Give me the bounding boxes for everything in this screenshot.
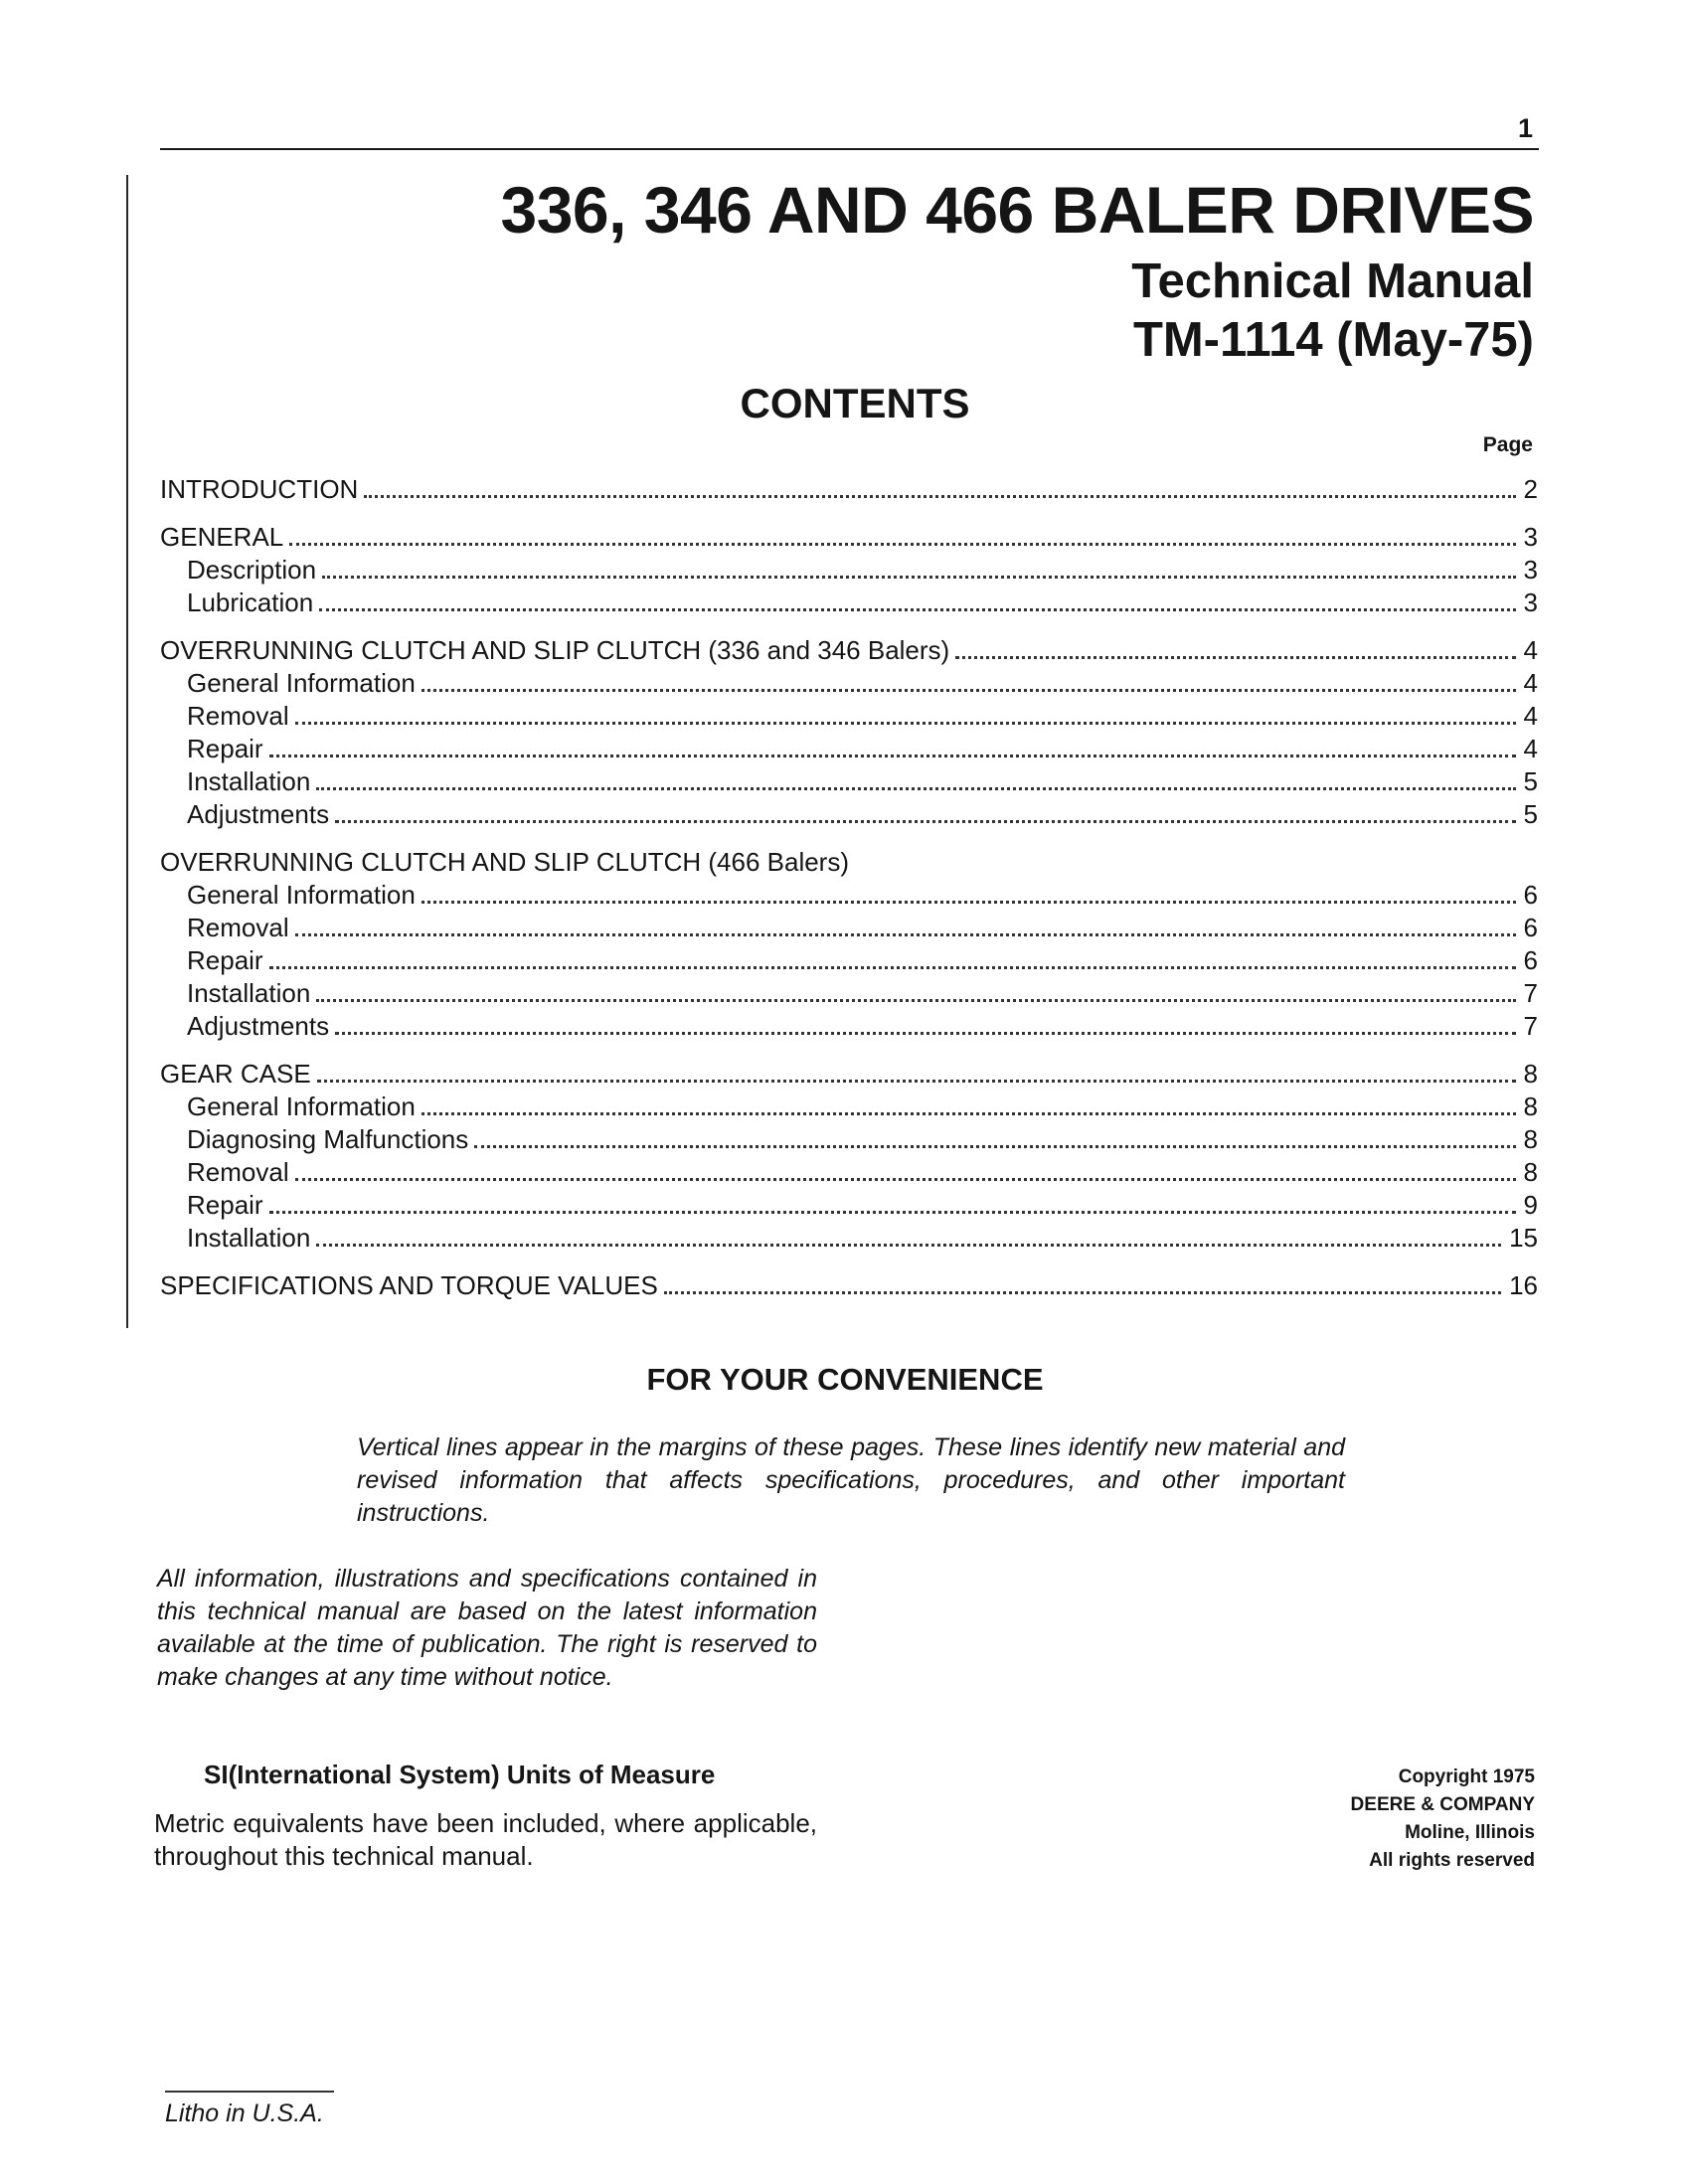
- toc-page: 5: [1523, 799, 1538, 829]
- header-rule: [160, 148, 1539, 150]
- toc-subentry[interactable]: [187, 912, 1538, 943]
- toc-page: 7: [1523, 1011, 1538, 1041]
- toc-page: 3: [1523, 588, 1538, 617]
- toc-page: 4: [1523, 635, 1538, 665]
- toc-page: 2: [1523, 474, 1538, 504]
- toc-leader: [664, 1287, 1501, 1294]
- toc-section-heading[interactable]: [160, 846, 1538, 878]
- toc-label: Installation: [187, 1223, 311, 1253]
- manual-number: TM-1114 (May-75): [1132, 313, 1534, 367]
- toc-entry[interactable]: [160, 473, 1538, 505]
- toc-subentry[interactable]: [187, 667, 1538, 699]
- toc-leader: [422, 1108, 1516, 1115]
- footer-rule: [165, 2091, 334, 2093]
- toc-page: 6: [1523, 945, 1538, 975]
- toc-page: 6: [1523, 880, 1538, 910]
- toc-page: 8: [1523, 1157, 1538, 1187]
- toc-leader: [422, 897, 1516, 904]
- revision-margin-bar: [126, 175, 128, 1328]
- toc-subentry[interactable]: [187, 1091, 1538, 1122]
- toc-page: 3: [1523, 555, 1538, 585]
- document-title: 336, 346 AND 466 BALER DRIVES: [500, 173, 1534, 247]
- toc-page: 3: [1523, 522, 1538, 552]
- toc-entry[interactable]: [160, 1269, 1538, 1301]
- toc-label: Repair: [187, 945, 263, 975]
- toc-page: 8: [1523, 1124, 1538, 1154]
- toc-label: Removal: [187, 1157, 289, 1187]
- toc-page: 9: [1523, 1190, 1538, 1220]
- convenience-text: Vertical lines appear in the margins of these pages. These lines identify new material and revised information that affects specifications, procedures, and other important instructions.: [357, 1433, 1345, 1527]
- toc-leader: [364, 491, 1515, 498]
- toc-label: Installation: [187, 978, 311, 1008]
- toc-page: 16: [1509, 1270, 1538, 1300]
- toc-subentry[interactable]: [187, 1123, 1538, 1155]
- toc-page: 15: [1509, 1223, 1538, 1253]
- toc-label: General Information: [187, 880, 416, 910]
- toc-label: OVERRUNNING CLUTCH AND SLIP CLUTCH (336 and 346 Balers): [160, 635, 950, 665]
- si-units-text: Metric equivalents have been included, where applicable, throughout this technical manual.: [154, 1808, 817, 1871]
- toc-subentry[interactable]: [187, 765, 1538, 797]
- toc-leader: [289, 539, 1515, 546]
- publisher-location: Moline, Illinois: [1405, 1822, 1535, 1843]
- toc-label: Adjustments: [187, 1011, 330, 1041]
- copyright-line: Copyright 1975: [1398, 1766, 1535, 1787]
- toc-leader: [335, 1028, 1515, 1035]
- toc-leader: [295, 718, 1516, 725]
- toc-leader: [295, 929, 1516, 936]
- toc-label: INTRODUCTION: [160, 474, 359, 504]
- toc-page: 8: [1523, 1059, 1538, 1089]
- toc-leader: [319, 604, 1515, 611]
- page-column-label: Page: [1482, 433, 1533, 456]
- toc-label: Description: [187, 555, 317, 585]
- toc-leader: [269, 962, 1516, 969]
- toc-subentry[interactable]: [187, 733, 1538, 764]
- toc-leader: [322, 572, 1515, 579]
- toc-label: Repair: [187, 1190, 263, 1220]
- toc-label: Repair: [187, 734, 263, 763]
- toc-label: General Information: [187, 668, 416, 698]
- copyright-block: [1243, 1764, 1535, 1875]
- toc-leader: [269, 751, 1516, 757]
- footer-print-note: Litho in U.S.A.: [165, 2100, 324, 2127]
- toc-page: 4: [1523, 701, 1538, 731]
- toc-label: General Information: [187, 1092, 416, 1121]
- page-number: 1: [1517, 113, 1533, 143]
- toc-entry[interactable]: [160, 1058, 1538, 1090]
- toc-subentry[interactable]: [187, 1010, 1538, 1042]
- toc-leader: [422, 685, 1516, 692]
- toc-page: 8: [1523, 1092, 1538, 1121]
- toc-subentry[interactable]: [187, 879, 1538, 911]
- toc-leader: [295, 1174, 1516, 1181]
- toc-leader: [316, 1240, 1501, 1247]
- toc-page: 4: [1523, 734, 1538, 763]
- disclaimer-text: All information, illustrations and specifications contained in this technical manual are based on the latest information available at the time of publication. The right is reserved to make changes at any time without notice.: [157, 1565, 817, 1691]
- toc-leader: [316, 783, 1515, 790]
- toc-label: OVERRUNNING CLUTCH AND SLIP CLUTCH (466 Balers): [160, 847, 849, 877]
- publisher-name: DEERE & COMPANY: [1350, 1794, 1535, 1815]
- toc-page: 6: [1523, 913, 1538, 942]
- toc-entry[interactable]: [160, 521, 1538, 553]
- toc-subentry[interactable]: [187, 1222, 1538, 1254]
- toc-label: Removal: [187, 913, 289, 942]
- toc-label: Adjustments: [187, 799, 330, 829]
- si-units-heading: SI(International System) Units of Measure: [204, 1760, 716, 1789]
- toc-label: SPECIFICATIONS AND TORQUE VALUES: [160, 1270, 658, 1300]
- toc-subentry[interactable]: [187, 700, 1538, 732]
- toc-label: Diagnosing Malfunctions: [187, 1124, 469, 1154]
- toc-label: GEAR CASE: [160, 1059, 311, 1089]
- toc-subentry[interactable]: [187, 587, 1538, 618]
- toc-leader: [474, 1141, 1515, 1148]
- toc-leader: [335, 816, 1515, 823]
- toc-label: GENERAL: [160, 522, 284, 552]
- document-subtitle: Technical Manual: [1131, 254, 1534, 308]
- toc-entry[interactable]: [160, 634, 1538, 666]
- toc-subentry[interactable]: [187, 798, 1538, 830]
- toc-leader: [955, 652, 1515, 659]
- rights-notice: All rights reserved: [1369, 1850, 1535, 1871]
- toc-leader: [317, 1076, 1516, 1083]
- toc-page: 4: [1523, 668, 1538, 698]
- toc-subentry[interactable]: [187, 944, 1538, 976]
- contents-heading: CONTENTS: [740, 380, 970, 426]
- toc-subentry[interactable]: [187, 554, 1538, 586]
- toc-subentry[interactable]: [187, 1189, 1538, 1221]
- toc-label: Removal: [187, 701, 289, 731]
- toc-page: 5: [1523, 766, 1538, 796]
- convenience-heading: FOR YOUR CONVENIENCE: [646, 1362, 1044, 1397]
- toc-subentry[interactable]: [187, 1156, 1538, 1188]
- toc-subentry[interactable]: [187, 977, 1538, 1009]
- toc-leader: [316, 995, 1515, 1002]
- toc-label: Installation: [187, 766, 311, 796]
- toc-page: 7: [1523, 978, 1538, 1008]
- toc-leader: [269, 1207, 1516, 1214]
- toc-label: Lubrication: [187, 588, 314, 617]
